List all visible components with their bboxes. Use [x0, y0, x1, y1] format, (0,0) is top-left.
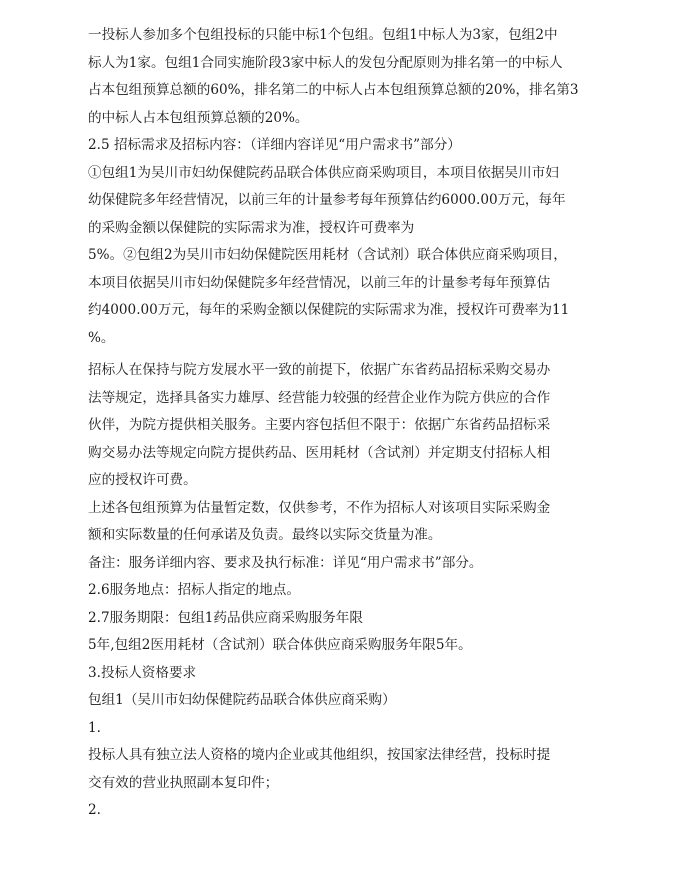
text-line: 应的授权许可费。 [88, 472, 197, 488]
text-line: 约4000.00万元，每年的采购金额以保健院的实际需求为准，授权许可费率为11 [88, 302, 570, 318]
text-line: 投标人具有独立法人资格的境内企业或其他组织，按国家法律经营，投标时提 [88, 747, 551, 763]
text-line: 占本包组预算总额的60%，排名第二的中标人占本包组预算总额的20%，排名第3 [88, 82, 579, 98]
text-line: 交有效的营业执照副本复印件； [88, 774, 279, 791]
text-line: 标人为1家。包组1合同实施阶段3家中标人的发包分配原则为排名第一的中标人 [88, 54, 563, 71]
text-line: 伙伴，为院方提供相关服务。主要内容包括但不限于：依据广东省药品招标采 [88, 417, 551, 433]
text-line: 5%。②包组2为吴川市妇幼保健院医用耗材（含试剂）联合体供应商采购项目， [88, 247, 567, 263]
section-heading-2-6: 2.6服务地点：招标人指定的地点。 [88, 582, 300, 598]
text-line: 上述各包组预算为估量暂定数，仅供参考，不作为招标人对该项目实际采购金 [88, 499, 551, 516]
section-heading-2-7: 2.7服务期限：包组1药品供应商采购服务年限 [88, 609, 363, 626]
section-heading-2-5: 2.5 招标需求及招标内容：（详细内容详见“用户需求书”部分） [88, 137, 461, 153]
text-line: %。 [88, 329, 115, 346]
text-line: 一投标人参加多个包组投标的只能中标1个包组。包组1中标人为3家，包组2中 [88, 27, 558, 43]
text-line: 5年,包组2医用耗材（含试剂）联合体供应商采购服务年限5年。 [88, 637, 472, 653]
text-line: 幼保健院多年经营情况，以前三年的计量参考每年预算估约6000.00万元，每年 [88, 192, 566, 208]
subsection-heading: 包组1（吴川市妇幼保健院药品联合体供应商采购） [88, 692, 396, 708]
text-line: 法等规定，选择具备实力雄厚、经营能力较强的经营企业作为院方供应的合作 [88, 389, 551, 406]
list-number: 2. [88, 802, 101, 818]
text-line: 额和实际数量的任何承诺及负责。最终以实际交货量为准。 [88, 527, 442, 543]
text-line: 本项目依据吴川市妇幼保健院多年经营情况，以前三年的计量参考每年预算估 [88, 274, 551, 291]
list-number: 1. [88, 719, 101, 736]
section-heading-3: 3.投标人资格要求 [88, 664, 197, 681]
note-line: 备注：服务详细内容、要求及执行标准：详见“用户需求书”部分。 [88, 554, 483, 571]
text-line: 购交易办法等规定向院方提供药品、医用耗材（含试剂）并定期支付招标人相 [88, 444, 551, 461]
text-line: 招标人在保持与院方发展水平一致的前提下，依据广东省药品招标采购交易办 [88, 362, 551, 378]
document-page [88, 22, 598, 825]
text-line: ①包组1为吴川市妇幼保健院药品联合体供应商采购项目，本项目依据吴川市妇 [88, 164, 559, 181]
text-line: 的中标人占本包组预算总额的20%。 [88, 109, 309, 126]
text-line: 的采购金额以保健院的实际需求为准，授权许可费率为 [88, 219, 415, 236]
